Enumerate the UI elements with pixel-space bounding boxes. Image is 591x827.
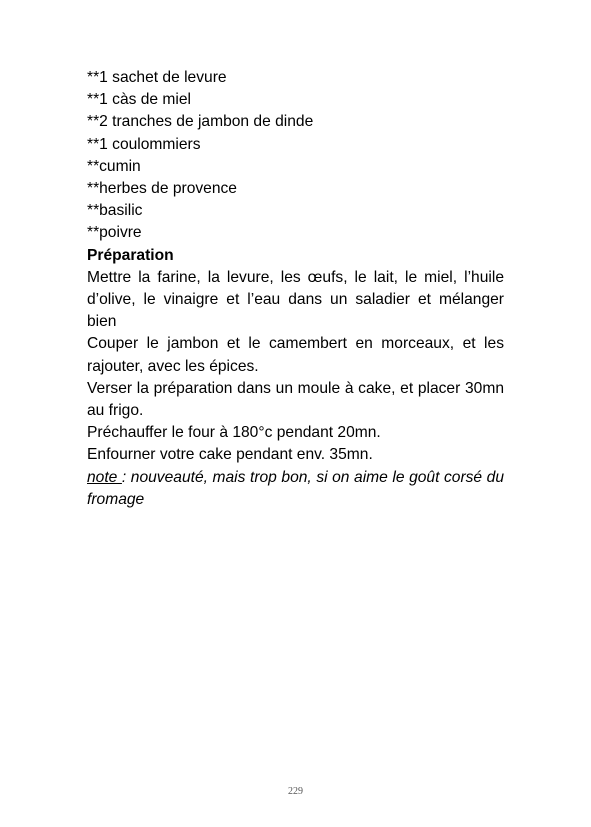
preparation-step: Mettre la farine, la levure, les œufs, le lait, le miel, l’huile d’olive, le vinaigre et l’eau dans un saladier et mélanger bien	[87, 268, 504, 331]
page-number: 229	[288, 786, 303, 797]
preparation-step: Préchauffer le four à 180°c pendant 20mn.	[87, 424, 381, 442]
note-label: note	[87, 468, 122, 486]
preparation-step: Verser la préparation dans un moule à cake, et placer 30mn au frigo.	[87, 379, 504, 420]
preparation-step: Enfourner votre cake pendant env. 35mn.	[87, 446, 373, 464]
ingredient-line: **1 càs de miel	[87, 91, 192, 109]
recipe-content	[87, 67, 504, 511]
preparation-step: Couper le jambon et le camembert en morceaux, et les rajouter, avec les épices.	[87, 335, 504, 375]
ingredient-line: **2 tranches de jambon de dinde	[87, 113, 314, 131]
ingredient-line: **1 sachet de levure	[87, 69, 227, 86]
ingredient-line: **1 coulommiers	[87, 135, 201, 153]
note-text: : nouveauté, mais trop bon, si on aime le goût corsé du fromage	[87, 468, 504, 508]
preparation-heading: Préparation	[87, 246, 174, 264]
ingredient-line: **herbes de provence	[87, 180, 237, 198]
ingredient-line: **cumin	[87, 157, 141, 175]
note-paragraph	[87, 467, 504, 511]
ingredient-line: **poivre	[87, 224, 142, 242]
ingredient-line: **basilic	[87, 202, 143, 220]
